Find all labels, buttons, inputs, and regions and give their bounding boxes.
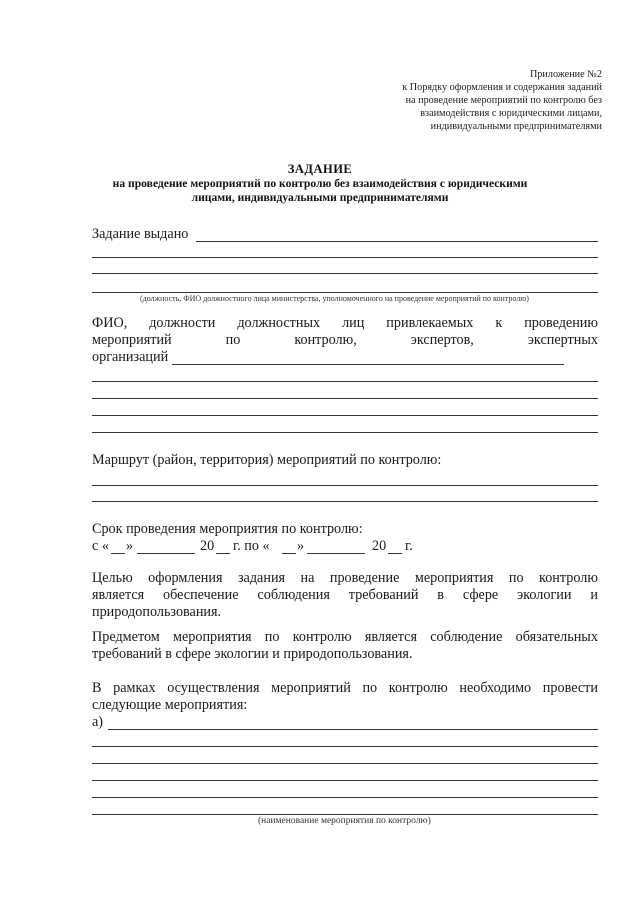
term-from-quote-close: »: [126, 538, 134, 554]
word: привлекаемых: [386, 315, 474, 331]
appendix-line: Приложение №2: [529, 69, 602, 80]
word: экспертов,: [410, 332, 474, 348]
persons-line-2: [92, 332, 598, 349]
word: по: [225, 332, 241, 348]
persons-field-line[interactable]: [92, 398, 598, 399]
word: соблюдение: [430, 629, 503, 645]
issued-caption: (должность, ФИО должностного лица министерства, уполномоченного на проведение мероприятий по контролю): [140, 294, 529, 303]
activities-line-1: [92, 680, 598, 697]
activities-field-line[interactable]: [92, 780, 598, 781]
word: контролю: [292, 629, 352, 645]
document-title: [0, 162, 640, 205]
word: ФИО,: [92, 315, 128, 331]
activities-field-line[interactable]: [92, 763, 598, 764]
word: и: [590, 587, 598, 603]
word: мероприятий: [92, 332, 172, 348]
term-from-prefix: с «: [92, 538, 109, 554]
word: является: [364, 629, 417, 645]
word: проведению: [524, 315, 598, 331]
term-from-year-field[interactable]: [216, 553, 230, 554]
term-to-day-field[interactable]: [282, 553, 296, 554]
issued-field-line[interactable]: [92, 292, 598, 293]
persons-field-line[interactable]: [172, 364, 564, 365]
word: по: [508, 570, 524, 586]
word: требований: [348, 587, 419, 603]
word: оформления: [148, 570, 223, 586]
word: контролю: [539, 570, 598, 586]
appendix-line: индивидуальными предпринимателями: [430, 121, 602, 132]
title-heading: ЗАДАНИЕ: [287, 162, 353, 176]
word: мероприятия: [414, 570, 494, 586]
word: по: [362, 680, 378, 696]
word: мероприятия: [172, 629, 252, 645]
issued-field-line[interactable]: [92, 273, 598, 274]
route-field-line[interactable]: [92, 501, 598, 502]
word: необходимо: [459, 680, 532, 696]
activities-caption: (наименование мероприятия по контролю): [258, 816, 431, 826]
issued-label: Задание выдано: [92, 226, 189, 242]
term-from-day-field[interactable]: [111, 553, 125, 554]
word: проведение: [329, 570, 400, 586]
word: лиц: [342, 315, 365, 331]
word: задания: [237, 570, 286, 586]
activities-field-line[interactable]: [92, 814, 598, 815]
subject-line-1: [92, 629, 598, 646]
term-year-suffix-1: г. по «: [233, 538, 270, 554]
term-to-year-field[interactable]: [388, 553, 402, 554]
appendix-line: взаимодействия с юридическими лицами,: [420, 108, 602, 119]
appendix-line: к Порядку оформления и содержания заданий: [402, 82, 602, 93]
word: В: [92, 680, 102, 696]
persons-field-line[interactable]: [92, 432, 598, 433]
word: рамках: [113, 680, 156, 696]
word: экологии: [517, 587, 572, 603]
term-year-suffix-2: г.: [405, 538, 413, 554]
word: провести: [542, 680, 598, 696]
persons-field-line[interactable]: [92, 415, 598, 416]
term-year-prefix-1: 20: [200, 538, 215, 554]
term-to-month-field[interactable]: [307, 553, 365, 554]
activities-field-line[interactable]: [108, 729, 598, 730]
word: должности: [149, 315, 216, 331]
word: соблюдения: [257, 587, 330, 603]
word: должностных: [237, 315, 321, 331]
activities-item-marker: а): [92, 714, 104, 730]
term-label: Срок проведения мероприятия по контролю:: [92, 521, 363, 537]
word: является: [92, 587, 145, 603]
word: по: [264, 629, 280, 645]
activities-line-2: следующие мероприятия:: [92, 697, 248, 713]
purpose-line-1: [92, 570, 598, 587]
issued-field-line[interactable]: [196, 241, 598, 242]
word: экспертных: [527, 332, 598, 348]
persons-line-1: [92, 315, 598, 332]
word: обязательных: [515, 629, 598, 645]
word: обеспечение: [163, 587, 239, 603]
word: к: [495, 315, 503, 331]
activities-field-line[interactable]: [92, 746, 598, 747]
purpose-line-2: [92, 587, 598, 604]
term-year-prefix-2: 20: [372, 538, 387, 554]
title-subtitle-line: лицами, индивидуальными предпринимателями: [191, 191, 449, 204]
term-from-month-field[interactable]: [137, 553, 195, 554]
word: на: [300, 570, 315, 586]
word: контролю,: [294, 332, 357, 348]
word: мероприятий: [271, 680, 351, 696]
activities-field-line[interactable]: [92, 797, 598, 798]
appendix-line: на проведение мероприятий по контролю без: [405, 95, 602, 106]
appendix-note: [402, 68, 602, 133]
word: Предметом: [92, 629, 160, 645]
purpose-line-3: природопользования.: [92, 604, 222, 620]
persons-line-3: организаций: [92, 349, 169, 365]
route-label: Маршрут (район, территория) мероприятий по контролю:: [92, 452, 442, 468]
issued-field-line[interactable]: [92, 257, 598, 258]
word: контролю: [388, 680, 448, 696]
word: Целью: [92, 570, 133, 586]
title-subtitle-line: на проведение мероприятий по контролю без взаимодействия с юридическими: [112, 177, 528, 190]
persons-field-line[interactable]: [92, 381, 598, 382]
term-to-quote-close: »: [297, 538, 305, 554]
subject-line-2: требований в сфере экологии и природопользования.: [92, 646, 413, 662]
word: в: [437, 587, 444, 603]
word: сфере: [462, 587, 499, 603]
word: осуществления: [167, 680, 260, 696]
route-field-line[interactable]: [92, 485, 598, 486]
